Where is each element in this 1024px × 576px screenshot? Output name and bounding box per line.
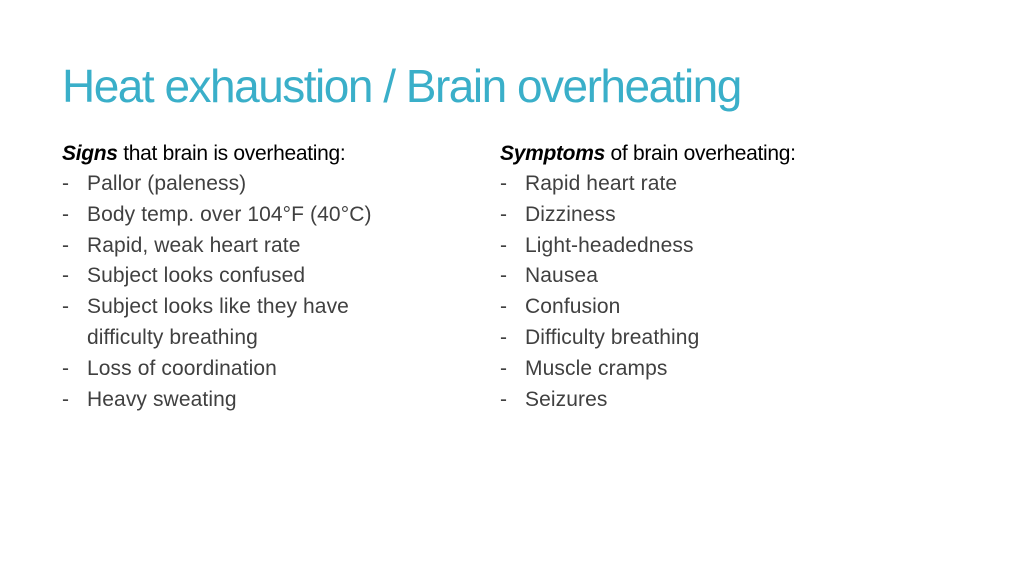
slide-title: Heat exhaustion / Brain overheating [62, 60, 741, 112]
list-item-text: Pallor (paleness) [87, 172, 247, 195]
bullet-dash: - [62, 356, 70, 380]
list-item-text: Rapid heart rate [525, 172, 678, 195]
list-item [500, 323, 920, 354]
bullet-dash: - [500, 172, 508, 195]
bullet-dash: - [500, 387, 508, 411]
list-item [62, 354, 462, 385]
bullet-dash: - [500, 264, 508, 288]
list-item-text: Body temp. over 104°F (40°C) [87, 202, 372, 226]
list-item-text: Light-headedness [525, 233, 694, 257]
symptoms-list [500, 169, 920, 415]
list-item-text: Confusion [525, 295, 621, 319]
list-item [500, 169, 920, 200]
list-item [500, 292, 920, 323]
list-item-text: Rapid, weak heart rate [87, 233, 301, 257]
symptoms-heading-emphasis: Symptoms [500, 142, 605, 165]
list-item [62, 292, 462, 354]
list-item-text: Dizziness [525, 202, 616, 226]
bullet-dash: - [500, 202, 508, 226]
list-item-text: Muscle cramps [525, 356, 668, 380]
list-item [62, 385, 462, 416]
signs-heading-text: that brain is overheating: [117, 142, 346, 165]
bullet-dash: - [500, 233, 508, 257]
bullet-dash: - [62, 172, 70, 195]
symptoms-heading-text: of brain overheating: [604, 142, 796, 165]
bullet-dash: - [62, 233, 70, 257]
list-item [500, 261, 920, 292]
bullet-dash: - [500, 295, 508, 319]
bullet-dash: - [62, 264, 70, 288]
list-item [500, 200, 920, 231]
list-item [62, 261, 462, 292]
signs-list [62, 169, 462, 415]
bullet-dash: - [500, 325, 508, 349]
list-item-text: Loss of coordination [87, 356, 277, 380]
list-item-text: Subject looks confused [87, 264, 306, 288]
list-item [62, 231, 462, 262]
signs-heading-emphasis: Signs [62, 142, 118, 165]
bullet-dash: - [500, 356, 508, 380]
signs-heading [62, 138, 462, 169]
symptoms-column [500, 138, 920, 415]
signs-column [62, 138, 462, 415]
list-item [62, 169, 462, 200]
list-item [500, 231, 920, 262]
list-item [500, 354, 920, 385]
bullet-dash: - [62, 387, 70, 411]
list-item [500, 385, 920, 416]
list-item-text: Seizures [525, 387, 608, 411]
list-item-text: Difficulty breathing [525, 325, 700, 349]
list-item-text: Heavy sweating [87, 387, 237, 411]
list-item-text: Nausea [525, 264, 598, 288]
bullet-dash: - [62, 295, 70, 319]
symptoms-heading [500, 138, 920, 169]
bullet-dash: - [62, 202, 70, 226]
list-item-text: Subject looks like they have difficulty breathing [87, 295, 349, 349]
list-item [62, 200, 462, 231]
